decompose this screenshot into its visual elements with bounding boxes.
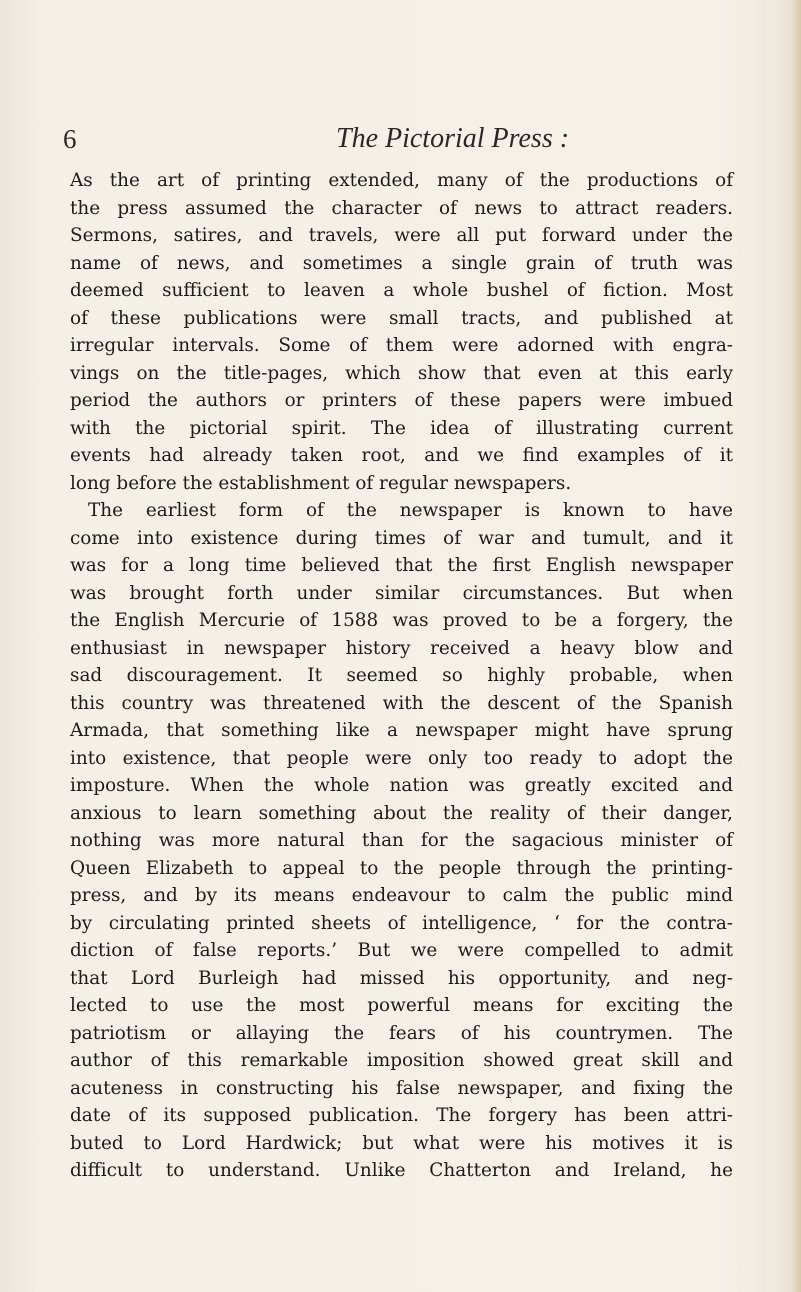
text-line: anxious to learn something about the reality of their danger,: [70, 802, 733, 824]
text-line: the press assumed the character of news to attract readers.: [70, 197, 733, 219]
text-line: events had already taken root, and we find examples of it: [70, 445, 733, 466]
text-line: vings on the title-pages, which show that even at this early: [70, 362, 733, 384]
text-line: name of news, and sometimes a single grain of truth was: [70, 252, 733, 274]
text-line: deemed sufficient to leaven a whole bushel of fiction. Most: [70, 280, 733, 301]
text-line: lected to use the most powerful means for exciting the: [70, 995, 733, 1016]
text-line: buted to Lord Hardwick; but what were his motives it is: [70, 1132, 733, 1154]
text-line: press, and by its means endeavour to calm the public mind: [70, 885, 733, 906]
text-line: As the art of printing extended, many of the productions of: [70, 170, 733, 191]
text-line: The earliest form of the newspaper is known to have: [88, 500, 733, 521]
text-line: this country was threatened with the descent of the Spanish: [70, 692, 733, 714]
text-line: Queen Elizabeth to appeal to the people through the printing-: [70, 857, 733, 879]
page-edge-shadow: [791, 0, 801, 1292]
text-line: of these publications were small tracts, and published at: [70, 307, 733, 329]
text-line: come into existence during times of war and tumult, and it: [70, 527, 733, 549]
text-line: sad discouragement. It seemed so highly probable, when: [70, 665, 733, 686]
text-line: patriotism or allaying the fears of his countrymen. The: [70, 1022, 733, 1044]
running-head: The Pictorial Press :: [336, 123, 570, 154]
text-line: by circulating printed sheets of intelligence, ‘ for the contra-: [70, 912, 733, 934]
text-line: nothing was more natural than for the sagacious minister of: [70, 830, 733, 851]
text-line: long before the establishment of regular newspapers.: [70, 472, 572, 494]
text-line: date of its supposed publication. The forgery has been attri-: [70, 1105, 733, 1126]
text-line: Armada, that something like a newspaper might have sprung: [70, 720, 733, 741]
text-line: into existence, that people were only too ready to adopt the: [70, 747, 733, 769]
text-line: with the pictorial spirit. The idea of illustrating current: [70, 417, 733, 439]
text-line: enthusiast in newspaper history received a heavy blow and: [70, 637, 733, 659]
text-line: imposture. When the whole nation was greatly excited and: [70, 775, 733, 796]
text-line: period the authors or printers of these papers were imbued: [70, 390, 733, 411]
text-line: acuteness in constructing his false newspaper, and fixing the: [70, 1077, 733, 1099]
text-line: the English Mercurie of 1588 was proved to be a forgery, the: [70, 610, 733, 631]
text-line: was brought forth under similar circumstances. But when: [70, 582, 733, 604]
text-line: that Lord Burleigh had missed his opportunity, and neg-: [70, 967, 733, 989]
page-number: 6: [63, 124, 77, 154]
page-header: [0, 122, 801, 162]
text-line: Sermons, satires, and travels, were all put forward under the: [70, 225, 733, 246]
text-line: irregular intervals. Some of them were adorned with engra-: [70, 335, 733, 356]
text-line: was for a long time believed that the first English newspaper: [70, 555, 733, 576]
text-line: diction of false reports.’ But we were compelled to admit: [70, 940, 733, 961]
text-line: author of this remarkable imposition showed great skill and: [70, 1050, 733, 1071]
text-line: difficult to understand. Unlike Chatterton and Ireland, he: [70, 1160, 733, 1181]
